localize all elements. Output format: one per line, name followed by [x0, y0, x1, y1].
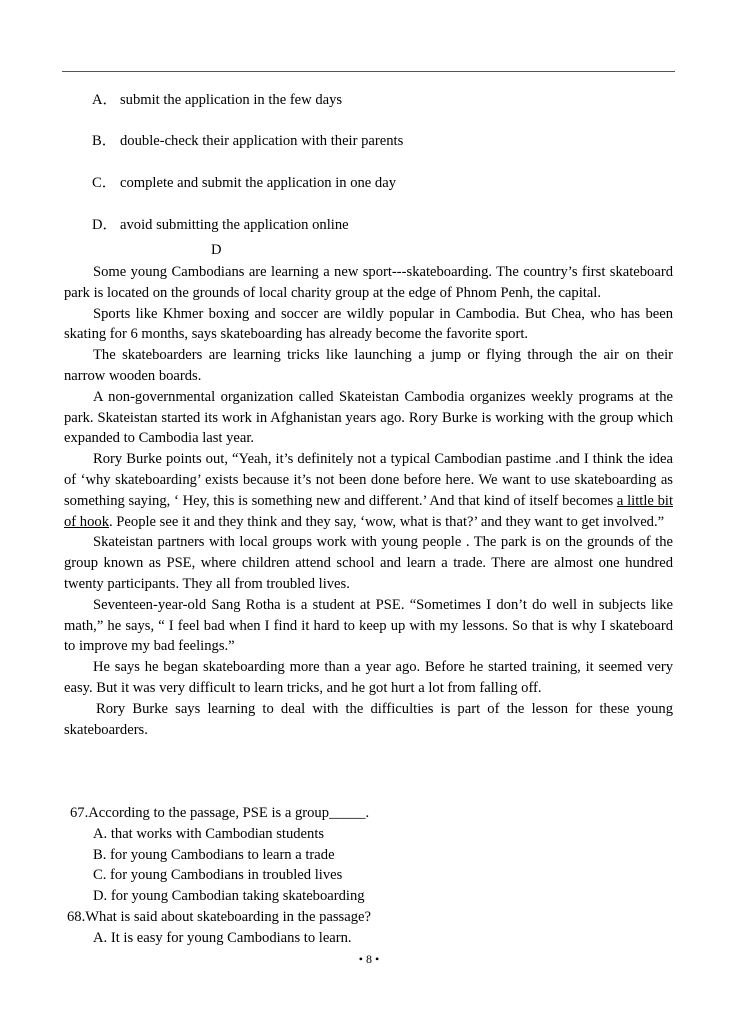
underlined-phrase: a little bit of hook [64, 492, 673, 530]
option-a [92, 88, 342, 109]
question-67-choice-d: D. for young Cambodian taking skateboarding [93, 888, 365, 905]
question-68-choice-a: A. It is easy for young Cambodians to learn. [93, 929, 352, 946]
paragraph: Skateistan partners with local groups work with young people . The park is on the grounds of the group known as PSE, where children attend school and learn a trade. There are almost one hundred twenty participants. They all from troubled lives. [64, 534, 673, 592]
option-letter: B． [92, 133, 117, 149]
header-rule [62, 71, 675, 72]
paragraph: Some young Cambodians are learning a new sport---skateboarding. The country’s first skateboard park is located on the grounds of local charity group at the edge of Phnom Penh, the capital. [64, 264, 673, 301]
option-text: complete and submit the application in one day [120, 175, 396, 191]
quote-before: Rory Burke points out, “Yeah, it’s definitely not a typical Cambodian pastime .and I think the idea of ‘why skateboarding’ exists because it’s not been done before here. We want to use skateboarding as something saying, ‘ Hey, this is something new and different.’ And that kind of itself becomes [64, 451, 673, 509]
question-67-choice-c: C. for young Cambodians in troubled lives [93, 867, 343, 884]
option-c [92, 171, 396, 192]
passage [64, 262, 673, 740]
option-letter: D． [92, 217, 118, 233]
page-number: • 8 • [358, 952, 380, 966]
option-letter: A． [92, 92, 118, 108]
paragraph: The skateboarders are learning tricks like launching a jump or flying through the air on their narrow wooden boards. [64, 347, 673, 384]
paragraph: Sports like Khmer boxing and soccer are wildly popular in Cambodia. But Chea, who has been skating for 6 months, says skateboarding has already become the favorite sport. [64, 305, 673, 343]
option-text: avoid submitting the application online [120, 217, 349, 233]
option-text: double-check their application with their parents [120, 133, 404, 149]
option-b [92, 129, 403, 150]
quote-after: . People see it and they think and they say, ‘wow, what is that?’ and they want to get involved.” [109, 513, 665, 530]
option-d [92, 213, 349, 234]
option-letter: C． [92, 175, 117, 191]
question-67-choice-a: A. that works with Cambodian students [93, 825, 325, 842]
paragraph-quote [64, 449, 673, 532]
paragraph: Rory Burke says learning to deal with the difficulties is part of the lesson for these young skateboarders. [64, 700, 673, 738]
question-67-choice-b: B. for young Cambodians to learn a trade [93, 846, 335, 863]
question-67-stem: 67.According to the passage, PSE is a group_____. [70, 805, 370, 821]
paragraph: He says he began skateboarding more than a year ago. Before he started training, it seemed very easy. But it was very difficult to learn tricks, and he got hurt a lot from falling off. [64, 659, 673, 696]
paragraph: Seventeen-year-old Sang Rotha is a student at PSE. “Sometimes I don’t do well in subjects like math,” he says, “ I feel bad when I find it hard to keep up with my lessons. So that is why I skateboard to improve my bad feelings.” [64, 596, 673, 655]
paragraph: A non-governmental organization called Skateistan Cambodia organizes weekly programs at the park. Skateistan started its work in Afghanistan years ago. Rory Burke is working with the group which expanded to Cambodia last year. [64, 388, 673, 447]
option-text: submit the application in the few days [120, 92, 343, 108]
section-letter: D [211, 242, 222, 258]
questions [64, 803, 673, 949]
question-68-stem: 68.What is said about skateboarding in the passage? [67, 908, 371, 925]
